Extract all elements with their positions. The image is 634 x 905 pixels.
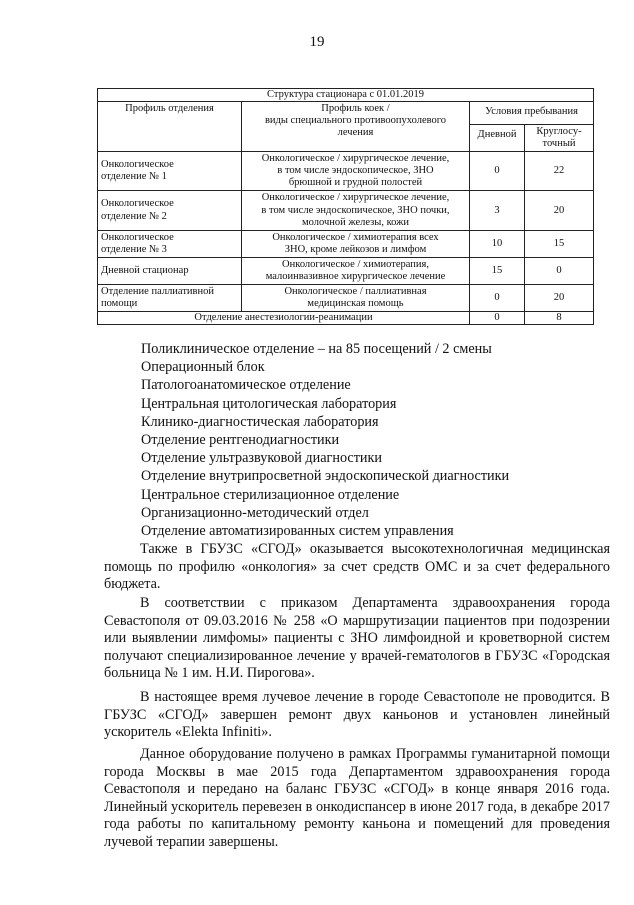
round-cell: 20 — [525, 191, 594, 230]
day-cell: 0 — [470, 152, 525, 191]
list-item: Организационно-методический отдел — [141, 504, 369, 521]
day-cell: 15 — [470, 257, 525, 284]
table-row — [98, 230, 594, 257]
list-item: Отделение внутрипросветной эндоскопической диагностики — [141, 468, 510, 485]
department-cell: Онкологическое отделение № 2 — [98, 191, 242, 230]
header-round-the-clock: Круглосу- точный — [525, 125, 594, 152]
hospital-structure-table — [97, 88, 594, 325]
table-caption: Структура стационара с 01.01.2019 — [98, 89, 594, 102]
table-row — [98, 284, 594, 311]
round-cell: 8 — [525, 312, 594, 325]
round-cell: 22 — [525, 152, 594, 191]
profile-cell: Онкологическое / химиотерапия всех ЗНО, кроме лейкозов и лимфом — [242, 230, 470, 257]
paragraph — [104, 541, 610, 594]
profile-cell: Онкологическое / хирургическое лечение, в том числе эндоскопическое, ЗНО брюшной и грудной полостей — [242, 152, 470, 191]
table-row — [98, 152, 594, 191]
day-cell: 10 — [470, 230, 525, 257]
paragraph — [104, 689, 610, 742]
header-department: Профиль отделения — [98, 102, 242, 152]
list-item: Клинико-диагностическая лаборатория — [141, 413, 379, 430]
list-item: Центральная цитологическая лаборатория — [141, 395, 397, 412]
profile-cell: Онкологическое / паллиативная медицинская помощь — [242, 284, 470, 311]
list-item: Отделение рентгенодиагностики — [141, 432, 340, 449]
department-cell: Онкологическое отделение № 3 — [98, 230, 242, 257]
header-profile: Профиль коек / виды специального противоопухолевого лечения — [242, 102, 470, 152]
header-conditions: Условия пребывания — [470, 102, 594, 125]
round-cell: 0 — [525, 257, 594, 284]
paragraph — [104, 595, 610, 683]
table-row — [98, 191, 594, 230]
round-cell: 20 — [525, 284, 594, 311]
list-item: Поликлиническое отделение – на 85 посещений / 2 смены — [141, 341, 492, 357]
table-row — [98, 312, 594, 325]
paragraph-text: В соответствии с приказом Департамента здравоохранения города Севастополя от 09.03.2016 № 258 «О маршрутизации пациентов при подозрении или выявлении лимфомы» пациенты с ЗНО лимфоидной и кроветворной систем получают специализированное лечение у врачей-гематологов в ГБУЗС «Городская больница № 1 им. Н.И. Пирогова». — [104, 595, 610, 682]
list-item: Патологоанатомическое отделение — [141, 377, 351, 394]
list-item: Отделение автоматизированных систем управления — [141, 523, 454, 540]
department-cell: Онкологическое отделение № 1 — [98, 152, 242, 191]
paragraph — [104, 746, 610, 852]
day-cell: 0 — [470, 284, 525, 311]
table-row — [98, 257, 594, 284]
departments-list — [141, 340, 509, 540]
day-cell: 0 — [470, 312, 525, 325]
list-item: Отделение ультразвуковой диагностики — [141, 450, 382, 467]
department-cell: Отделение анестезиологии-реанимации — [98, 312, 470, 325]
header-day: Дневной — [470, 125, 525, 152]
profile-cell: Онкологическое / химиотерапия, малоинвазивное хирургическое лечение — [242, 257, 470, 284]
paragraph-text: Данное оборудование получено в рамках Программы гуманитарной помощи города Москвы в мае 2015 года Департаментом здравоохранения города Севастополя и передано на баланс ГБУЗС «СГОД» в конце января 2016 года. Линейный ускоритель перевезен в онкодиспансер в июне 2017 года, в декабре 2017 года работы по капитальному ремонту каньона и помещений для проведения лучевой терапии завершены. — [104, 746, 610, 850]
page-number: 19 — [309, 34, 325, 50]
day-cell: 3 — [470, 191, 525, 230]
department-cell: Отделение паллиативной помощи — [98, 284, 242, 311]
round-cell: 15 — [525, 230, 594, 257]
department-cell: Дневной стационар — [98, 257, 242, 284]
paragraph-text: В настоящее время лучевое лечение в городе Севастополе не проводится. В ГБУЗС «СГОД» завершен ремонт двух каньонов и установлен линейный ускоритель «Elekta Infiniti». — [104, 689, 610, 741]
profile-cell: Онкологическое / хирургическое лечение, в том числе эндоскопическое, ЗНО почки, молочной железы, кожи — [242, 191, 470, 230]
list-item: Центральное стерилизационное отделение — [141, 486, 400, 503]
list-item: Операционный блок — [141, 359, 265, 376]
paragraph-text: Также в ГБУЗС «СГОД» оказывается высокотехнологичная медицинская помощь по профилю «онкология» за счет средств ОМС и за счет федерального бюджета. — [104, 541, 610, 593]
